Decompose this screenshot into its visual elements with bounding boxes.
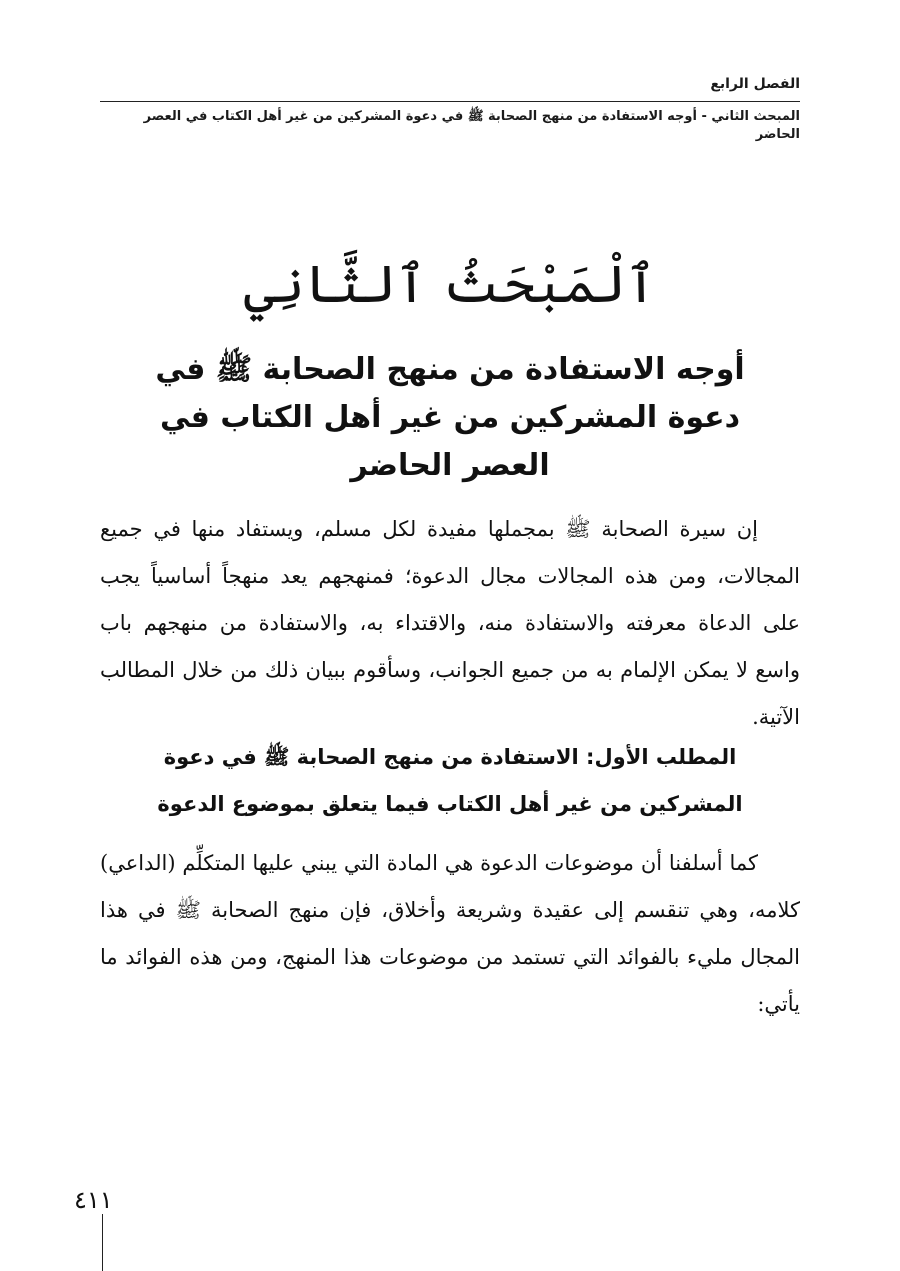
page-number: ٤١١ — [74, 1186, 113, 1214]
intro-paragraph — [100, 506, 800, 741]
section-title: أوجه الاستفادة من منهج الصحابة ﷺ في دعوة المشركين من غير أهل الكتاب في العصر الحاضر — [155, 352, 745, 483]
body-paragraph — [100, 840, 800, 1028]
section-running-head: المبحث الثاني - أوجه الاستفادة من منهج الصحابة ﷺ في دعوة المشركين من غير أهل الكتاب في العصر الحاضر — [143, 109, 800, 142]
subsection-heading: المطلب الأول: الاستفادة من منهج الصحابة ﷺ في دعوة المشركين من غير أهل الكتاب فيما يتعلق بموضوع الدعوة — [157, 745, 743, 816]
footer-rule — [102, 1214, 103, 1271]
chapter-running-head: الفصل الرابع — [710, 76, 800, 92]
intro-text: إن سيرة الصحابة ﷺ بمجملها مفيدة لكل مسلم، ويستفاد منها في جميع المجالات، ومن هذه المجالات مجال الدعوة؛ فمنهجهم يعد منهجاً أساسياً يجب على الدعاة معرفته والاستفادة منه، والاقتداء به، والاستفادة من منهجهم باب واسع لا يمكن الإلمام به من جميع الجوانب، وسأقوم ببيان ذلك من خلال المطالب الآتية. — [100, 517, 800, 729]
header-rule — [100, 101, 800, 102]
body-text: كما أسلفنا أن موضوعات الدعوة هي المادة التي يبني عليها المتكلِّم (الداعي) كلامه، وهي تنقسم إلى عقيدة وشريعة وأخلاق، فإن منهج الصحابة ﷺ في هذا المجال مليء بالفوائد التي تستمد من موضوعات هذا المنهج، ومن هذه الفوائد ما يأتي: — [100, 851, 800, 1016]
section-ornamental-heading: ٱلْمَبْحَثُ ٱلثَّانِي — [243, 255, 657, 315]
